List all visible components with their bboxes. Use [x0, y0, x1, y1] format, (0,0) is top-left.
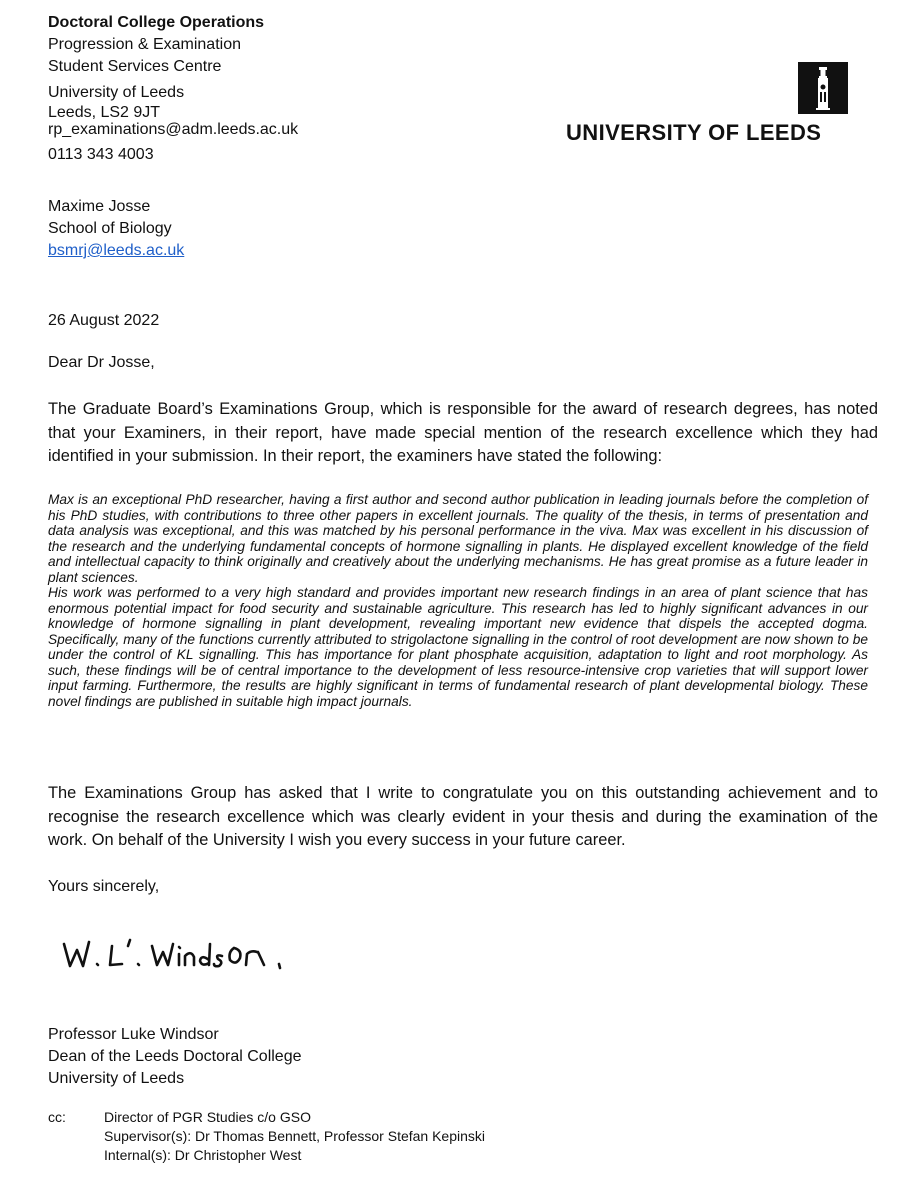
parkinson-tower-icon: [798, 62, 848, 114]
valediction: Yours sincerely,: [48, 878, 160, 895]
examiners-quote: [48, 492, 868, 709]
recipient-school: School of Biology: [48, 220, 172, 237]
recipient-email-link[interactable]: bsmrj@leeds.ac.uk: [48, 242, 185, 259]
recipient-address: [48, 196, 184, 262]
cc-item: Supervisor(s): Dr Thomas Bennett, Professor Stefan Kepinski: [104, 1128, 486, 1144]
university-logo: [566, 62, 856, 152]
closing-paragraph: The Examinations Group has asked that I write to congratulate you on this outstanding achievement and to recognise the research excellence which was clearly evident in your thesis and during the examination of the work. On behalf of the University I wish you every success in your future career.: [48, 784, 878, 849]
signatory-block: [48, 1024, 302, 1090]
handwritten-signature: [52, 930, 312, 986]
quote-paragraph-1: Max is an exceptional PhD researcher, having a first author and second author publication in leading journals before the completion of his PhD studies, with contributions to three other papers in excellent journals. The quality of the thesis, in terms of presentation and data analysis was exceptional, and this was matched by his personal performance in the viva. Max was excellent in his discussion of the research and the underlying fundamental concepts of hormone signalling in plants. He displayed excellent knowledge of the field and intellectual capacity to think originally and creatively about the underlying mechanisms. He has great promise as a future leader in plant sciences.: [48, 492, 868, 585]
recipient-name: Maxime Josse: [48, 198, 151, 215]
signatory-name: Professor Luke Windsor: [48, 1026, 219, 1043]
sender-email: rp_examinations@adm.leeds.ac.uk: [48, 121, 299, 138]
cc-list: [104, 1108, 485, 1165]
cc-item: Internal(s): Dr Christopher West: [104, 1147, 302, 1163]
sender-address: [48, 12, 298, 166]
letter-date: 26 August 2022: [48, 312, 160, 329]
quote-paragraph-2: His work was performed to a very high standard and provides important new research findings in an area of plant science that has enormous potential impact for food security and sustainable agriculture. This research has led to highly significant advances in our knowledge of hormone signalling in plant development, revealing important new evidence that dispels the accepted dogma. Specifically, many of the functions currently attributed to strigolactone signalling in the control of root development are now shown to be under the control of KL signalling. This has importance for plant phosphate acquisition, adaptation to light and root morphology. As such, these findings will be of central importance to the development of less resource-intensive crop varieties that will support lower input farming. Furthermore, the results are highly significant in terms of fundamental research of plant developmental biology. These novel findings are published in suitable high impact journals.: [48, 585, 868, 709]
sender-phone: 0113 343 4003: [48, 146, 154, 163]
sender-address-line: Leeds, LS2 9JT: [48, 104, 161, 121]
intro-paragraph: The Graduate Board’s Examinations Group, which is responsible for the award of research degrees, has noted that your Examiners, in their report, have made special mention of the research excellence which they had identified in your submission. In their report, the examiners have stated the following:: [48, 400, 878, 465]
sender-department: Progression & Examination: [48, 36, 241, 53]
signatory-role: Dean of the Leeds Doctoral College: [48, 1048, 302, 1065]
sender-name: Doctoral College Operations: [48, 14, 265, 31]
sender-centre: Student Services Centre: [48, 58, 222, 75]
sender-university: University of Leeds: [48, 84, 185, 101]
cc-label: cc:: [48, 1109, 66, 1125]
salutation: Dear Dr Josse,: [48, 354, 155, 371]
signatory-institution: University of Leeds: [48, 1070, 185, 1087]
logo-wordmark: UNIVERSITY OF LEEDS: [566, 120, 822, 145]
cc-item: Director of PGR Studies c/o GSO: [104, 1109, 311, 1125]
